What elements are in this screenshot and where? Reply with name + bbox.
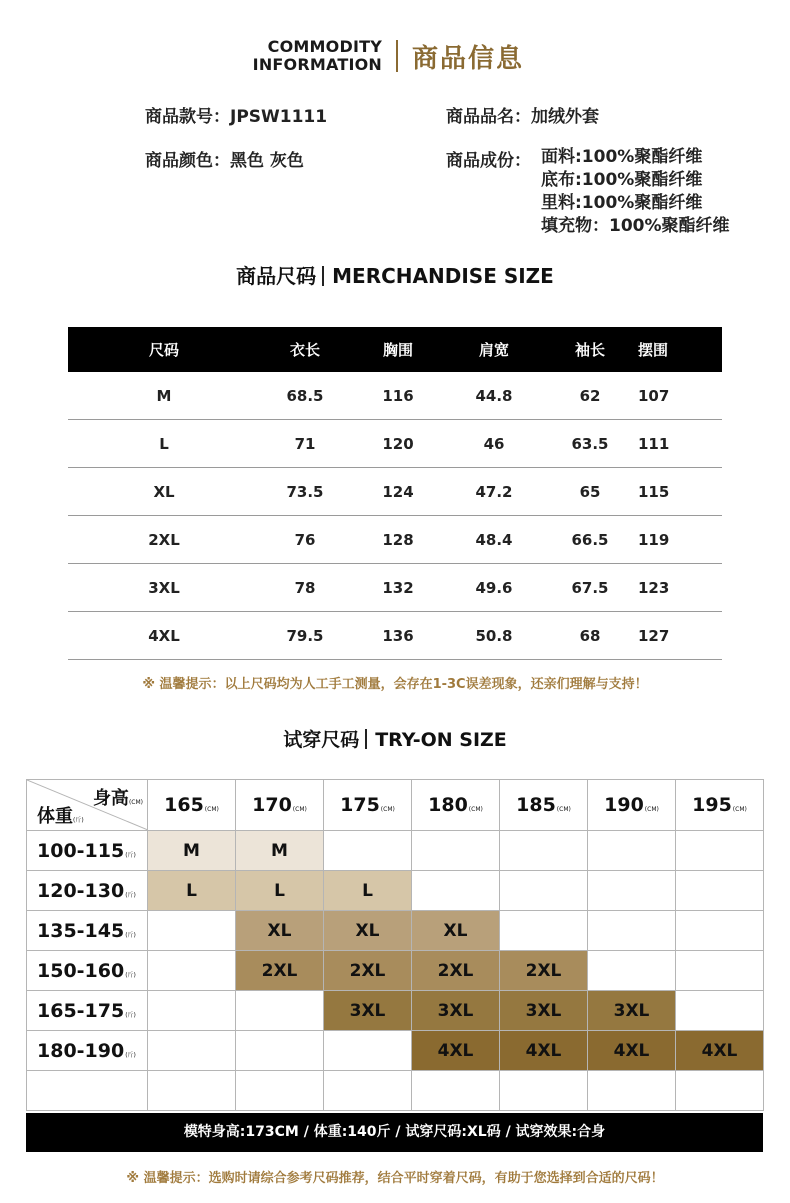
size-table-cell: 68 <box>542 612 638 660</box>
tryon-grid-header-row <box>27 780 764 831</box>
size-section-en: MERCHANDISE SIZE <box>332 264 554 288</box>
tryon-size-cell <box>500 1071 588 1111</box>
size-table-cell: 47.2 <box>446 468 542 516</box>
composition-line: 底布:100%聚酯纤维 <box>541 170 703 190</box>
info-composition-label: 商品成份： <box>446 151 531 171</box>
size-table-cell: L <box>68 420 260 468</box>
tryon-size-cell <box>588 831 676 871</box>
tryon-grid-body <box>27 780 764 1111</box>
size-table-cell: 49.6 <box>446 564 542 612</box>
height-header-180: 180(CM) <box>412 780 500 831</box>
info-name: 商品品名：加绒外套 <box>446 107 599 127</box>
tryon-size-cell <box>676 911 764 951</box>
size-table-header: 胸围 <box>350 327 446 372</box>
weight-row <box>27 871 764 911</box>
tryon-note <box>0 1167 790 1186</box>
size-table-cell: 65 <box>542 468 638 516</box>
weight-header: 100-115(斤) <box>27 831 148 871</box>
size-note-text: ：以上尺码均为人工手工测量，会存在1-3C误差现象，还亲们理解与支持！ <box>211 677 648 692</box>
tryon-size-cell <box>148 911 236 951</box>
tryon-size-cell: 2XL <box>324 951 412 991</box>
size-table-row <box>68 468 722 516</box>
composition-line: 里料:100%聚酯纤维 <box>541 193 703 213</box>
tryon-size-cell <box>324 1071 412 1111</box>
size-table-cell: 46 <box>446 420 542 468</box>
composition-line: 面料:100%聚酯纤维 <box>541 147 703 167</box>
size-table-cell: 67.5 <box>542 564 638 612</box>
tryon-size-cell: M <box>236 831 324 871</box>
size-table-header-row <box>68 327 722 372</box>
size-table-cell: 66.5 <box>542 516 638 564</box>
size-table-cell: 132 <box>350 564 446 612</box>
size-table-cell: 79.5 <box>260 612 350 660</box>
model-info-bar: 模特身高:173CM / 体重:140斤 / 试穿尺码:XL码 / 试穿效果:合身 <box>26 1113 763 1152</box>
tryon-size-cell: 3XL <box>324 991 412 1031</box>
size-table-header: 袖长 <box>542 327 638 372</box>
size-table-cell: 127 <box>638 612 722 660</box>
info-code: 商品款号：JPSW1111 <box>145 107 328 127</box>
tryon-section-cn: 试穿尺码 <box>283 729 360 751</box>
tryon-grid <box>26 779 764 1111</box>
size-table-cell: 4XL <box>68 612 260 660</box>
size-table-row <box>68 564 722 612</box>
size-table-cell: 44.8 <box>446 372 542 420</box>
size-table-header: 肩宽 <box>446 327 542 372</box>
tryon-size-cell <box>148 1071 236 1111</box>
tryon-size-cell <box>588 911 676 951</box>
height-header-195: 195(CM) <box>676 780 764 831</box>
corner-weight-label: 体重(斤) <box>37 806 84 827</box>
size-section-title <box>0 260 790 289</box>
size-note <box>0 673 790 692</box>
tryon-size-cell <box>676 871 764 911</box>
tryon-size-cell <box>412 831 500 871</box>
size-table <box>68 327 722 660</box>
tryon-size-cell <box>500 831 588 871</box>
tryon-size-cell: 2XL <box>412 951 500 991</box>
tryon-size-cell: L <box>148 871 236 911</box>
size-note-label: ※ 温馨提示 <box>142 677 212 692</box>
size-table-header: 衣长 <box>260 327 350 372</box>
header-en-line2: INFORMATION <box>252 55 382 74</box>
header-en-line1: COMMODITY <box>267 37 382 56</box>
tryon-size-cell <box>500 871 588 911</box>
size-table-cell: 124 <box>350 468 446 516</box>
size-table-cell: 63.5 <box>542 420 638 468</box>
info-composition-list <box>541 146 730 238</box>
weight-header: 165-175(斤) <box>27 991 148 1031</box>
tryon-size-cell <box>236 1071 324 1111</box>
header-en-title <box>236 38 382 74</box>
size-table-header: 摆围 <box>638 327 722 372</box>
size-table-cell: 76 <box>260 516 350 564</box>
tryon-size-cell: 3XL <box>588 991 676 1031</box>
weight-row <box>27 951 764 991</box>
size-table-header: 尺码 <box>68 327 260 372</box>
tryon-size-cell <box>148 951 236 991</box>
tryon-section-divider <box>365 729 367 749</box>
size-table-cell: 2XL <box>68 516 260 564</box>
tryon-size-cell <box>588 951 676 991</box>
size-table-row <box>68 516 722 564</box>
header-divider <box>396 40 398 72</box>
weight-header: 180-190(斤) <box>27 1031 148 1071</box>
weight-row <box>27 831 764 871</box>
weight-header <box>27 1071 148 1111</box>
tryon-note-label: ※ 温馨提示 <box>126 1171 196 1186</box>
height-header-170: 170(CM) <box>236 780 324 831</box>
height-header-185: 185(CM) <box>500 780 588 831</box>
info-color: 商品颜色：黑色 灰色 <box>145 151 304 171</box>
size-table-cell: 120 <box>350 420 446 468</box>
tryon-size-cell: M <box>148 831 236 871</box>
header-cn-title: 商品信息 <box>412 44 525 74</box>
composition-line: 填充物：100%聚酯纤维 <box>541 216 730 236</box>
tryon-note-text: ：选购时请综合参考尺码推荐，结合平时穿着尺码，有助于您选择到合适的尺码！ <box>195 1171 664 1186</box>
height-header-175: 175(CM) <box>324 780 412 831</box>
size-table-cell: 111 <box>638 420 722 468</box>
weight-header: 150-160(斤) <box>27 951 148 991</box>
tryon-size-cell: XL <box>236 911 324 951</box>
size-table-cell: 62 <box>542 372 638 420</box>
size-table-cell: 73.5 <box>260 468 350 516</box>
tryon-size-cell: XL <box>324 911 412 951</box>
tryon-size-cell <box>588 871 676 911</box>
size-table-row <box>68 612 722 660</box>
size-section-divider <box>322 266 324 286</box>
tryon-size-cell <box>412 871 500 911</box>
weight-row <box>27 1071 764 1111</box>
tryon-size-cell: 3XL <box>412 991 500 1031</box>
tryon-section-title <box>0 725 790 752</box>
tryon-size-cell: L <box>324 871 412 911</box>
tryon-grid-corner <box>27 780 148 831</box>
tryon-size-cell <box>588 1071 676 1111</box>
size-table-cell: XL <box>68 468 260 516</box>
size-table-cell: 68.5 <box>260 372 350 420</box>
tryon-size-cell: 2XL <box>236 951 324 991</box>
size-table-cell: 115 <box>638 468 722 516</box>
weight-header: 120-130(斤) <box>27 871 148 911</box>
size-table-cell: 50.8 <box>446 612 542 660</box>
tryon-size-cell <box>676 951 764 991</box>
tryon-size-cell <box>324 1031 412 1071</box>
tryon-size-cell <box>236 1031 324 1071</box>
weight-header: 135-145(斤) <box>27 911 148 951</box>
size-table-body <box>68 372 722 660</box>
tryon-size-cell: XL <box>412 911 500 951</box>
tryon-size-cell: L <box>236 871 324 911</box>
size-table-cell: 3XL <box>68 564 260 612</box>
tryon-size-cell <box>500 911 588 951</box>
tryon-size-cell <box>676 1071 764 1111</box>
tryon-size-cell: 4XL <box>676 1031 764 1071</box>
tryon-size-cell <box>148 991 236 1031</box>
size-table-cell: 107 <box>638 372 722 420</box>
size-table-cell: M <box>68 372 260 420</box>
corner-height-label: 身高(CM) <box>92 788 143 809</box>
tryon-size-cell <box>676 831 764 871</box>
tryon-size-cell <box>412 1071 500 1111</box>
size-table-cell: 48.4 <box>446 516 542 564</box>
size-table-cell: 136 <box>350 612 446 660</box>
size-section-cn: 商品尺码 <box>236 264 317 288</box>
tryon-size-cell <box>148 1031 236 1071</box>
tryon-size-cell <box>676 991 764 1031</box>
tryon-section-en: TRY-ON SIZE <box>375 729 507 751</box>
weight-row <box>27 911 764 951</box>
size-table-cell: 123 <box>638 564 722 612</box>
tryon-size-cell: 4XL <box>588 1031 676 1071</box>
tryon-size-cell <box>236 991 324 1031</box>
size-table-row <box>68 372 722 420</box>
size-table-cell: 116 <box>350 372 446 420</box>
tryon-size-cell: 4XL <box>412 1031 500 1071</box>
tryon-size-cell <box>324 831 412 871</box>
tryon-size-cell: 2XL <box>500 951 588 991</box>
weight-row <box>27 1031 764 1071</box>
size-table-row <box>68 420 722 468</box>
size-table-cell: 71 <box>260 420 350 468</box>
height-header-165: 165(CM) <box>148 780 236 831</box>
size-table-cell: 78 <box>260 564 350 612</box>
tryon-size-cell: 3XL <box>500 991 588 1031</box>
tryon-size-cell: 4XL <box>500 1031 588 1071</box>
size-table-cell: 128 <box>350 516 446 564</box>
height-header-190: 190(CM) <box>588 780 676 831</box>
weight-row <box>27 991 764 1031</box>
size-table-cell: 119 <box>638 516 722 564</box>
